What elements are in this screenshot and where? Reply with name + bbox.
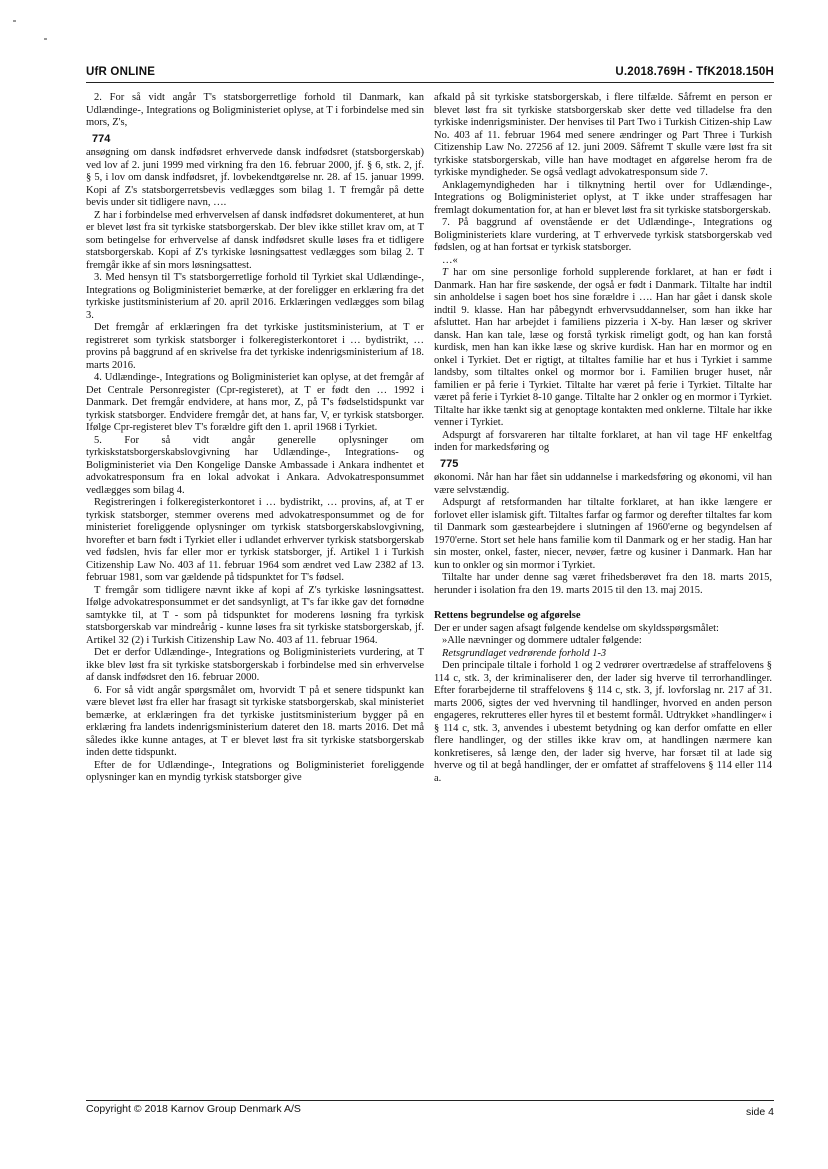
paragraph: Adspurgt af retsformanden har tiltalte forklaret, at han ikke længere er forlovet eller islamisk gift. Tiltaltes farfar og farmor og derefter tiltaltes far kom til Danmark som gæstearbejdere i slutningen af 1960'erne og begyndelsen af 1970'erne. Stort set hele hans familie kom til Danmark og er her stadig. Han har sin moster, onkel, faster, niecer, nevøer, fætre og kusiner i Danmark. Han har kun to onkler og sin mormor i Tyrkiet. (434, 497, 772, 571)
paragraph: 6. For så vidt angår spørgsmålet om, hvorvidt T på et senere tidspunkt kan være blevet løst fra eller har frasagt sit tyrkiske statsborgerskab, skal ministeriet bemærke, at erklæringen fra det tyrkiske justitsministerium bygger på en erklæring fra landets indenrigsministerium dateret den 18. marts 2016. Det må således ikke kunne antages, at T er blevet løst fra sit tyrkiske statsborgerskab inden dette tidspunkt. (86, 684, 424, 758)
paragraph: afkald på sit tyrkiske statsborgerskab, i flere tilfælde. Såfremt en person er blevet løst fra sit tyrkiske statsborgerskab sker dette ved tilladelse fra den tyrkiske indenrigsminister. Der henvises til Part Two i Turkish Citizen-ship Law No. 403 af 11. februar 1964 med senere ændringer og Part Three i Turkish Citizenship Law No. 27256 af 12. juni 2009. Såfremt T skulle være løst fra sit tyrkiske statsborgerskab, ville han have modtaget en afgørelse herom fra de tyrkiske myndigheder. Se også vedlagt advokatresponsum side 7. (434, 92, 772, 178)
paragraph: Tiltalte har under denne sag været frihedsberøvet fra den 18. marts 2015, herunder i isolation fra den 19. marts 2015 til den 13. maj 2015. (434, 572, 772, 596)
paragraph-text: har om sine personlige forhold supplerende forklaret, at han er født i Danmark. Han har fire søskende, der også er født i Danmark. Tiltalte har indtil sin anholdelse i sagen boet hos sine forældre i …. Han har gået i dansk skole indtil 9. klasse. Han har påbegyndt erhvervsuddannelser, som han ikke har afsluttet. Han har arbejdet i familiens pizzeria i X-by. Han læser og skriver dansk. Han kan tale, læse og forstå tyrkisk rimeligt godt, og han kan forstå kurdisk, men han kan ikke læse og skrive kurdisk. Han har en mormor og en onkel i Tyrkiet. Det er rigtigt, at tiltaltes familie har et hus i Tyrkiet i samme landsby, som tiltaltes onkel og mormor bor i. Familien bruger huset, når familien er på ferie i Tyrkiet. Tiltalte har været på ferie i Tyrkiet. Tiltalte har været på ferie i Tyrkiet 8-10 gange. Tiltalte har 2 onkler og en mormor i Tyrkiet. Tiltalte har ikke tænkt sig at genoptage kontakten med onklerne. Tiltale har ikke venner i Tyrkiet. (434, 267, 772, 428)
header-divider (86, 82, 774, 83)
page-marker: 775 (440, 457, 459, 470)
paragraph: T fremgår som tidligere nævnt ikke af kopi af Z's tyrkiske løsningsattest. Ifølge advokatresponsummet er det sandsynligt, at T's far ikke gav det fornødne samtykke til, at T - som på tidspunktet for moderens løsning fra tyrkisk statsborgerskab var mindreårig - kunne løses fra sit tyrkiske statsborgerskab, jf. Artikel 32 (2) i Turkish Citizenship Law No. 403 af 11. februar 1964. (86, 584, 424, 646)
paragraph-end-marker: …« (442, 254, 458, 266)
paragraph: »Alle nævninger og dommere udtaler følgende: (442, 635, 642, 646)
paragraph: Registreringen i folkeregisterkontoret i … bydistrikt, … provins, af, at T er tyrkisk statsborger, stemmer overens med advokatresponsummet og de for ministeriet foreliggende oplysninger om tyrkisk statsborgerskabslovgivning, hvorefter et barn født i Tyrkiet eller i udlandet erhverver tyrkisk statsborgerskab ved fødslen, hvis far eller mor er tyrkisk statsborger, jf. Artikel 1 i Turkish Citizenship Law No. 403 af 11. februar 1964 som ændret ved Law 2382 af 13. februar 1981, som var gældende på tidspunktet for T's fødsel. (86, 497, 424, 583)
paragraph: Anklagemyndigheden har i tilknytning hertil over for Udlændinge-, Integrations og Boligministeriet oplyst, at T ikke under straffesagen har fremlagt dokumentation for, at han er blevet løst fra sit tyrkiske statsborgerskab. (434, 179, 772, 216)
scan-mark (44, 38, 47, 40)
publication-name: UfR ONLINE (86, 66, 156, 78)
paragraph: Z har i forbindelse med erhvervelsen af dansk indfødsret dokumenteret, at hun er blevet løst fra sit tyrkiske statsborgerskab. Der blev ikke stillet krav om, at T som betingelse for erhvervelse af dansk indfødsret skulle løses fra et tidligere statsborgerskab. Kopi af Z's tyrkiske løsningsattest vedlægges som bilag 2. T fremgår ikke af sin mors løsningsattest. (86, 209, 424, 271)
page-number: side 4 (745, 1106, 774, 1118)
paragraph: 4. Udlændinge-, Integrations og Boligministeriet kan oplyse, at det fremgår af Det Centrale Personregister (Cpr-registeret), at T er født den … 1992 i Danmark. Det fremgår endvidere, at hans mor, Z, på T's fødselstidspunkt var tyrkisk statsborger. Endvidere fremgår det, at hans far, V, er tyrkisk statsborger. Ifølge Cpr-registeret blev T's forældre gift den 1. april 1968 i Tyrkiet. (86, 372, 424, 433)
paragraph: ansøgning om dansk indfødsret erhvervede dansk indfødsret (statsborgerskab) ved lov af 2. juni 1999 med virkning fra den 16. februar 2000, jf. § 6, stk. 2, jf. § 5, i lov om dansk indfødsret, jf. lovbekendtgørelse nr. 28. af 15. januar 1999. Kopi af Z's statsborgerretsbevis vedlægges som bilag 1. T fremgår på dette bevis under sit tidligere navn, …. (86, 147, 424, 208)
page-header (86, 62, 774, 82)
paragraph: Der er under sagen afsagt følgende kendelse om skyldsspørgsmålet: (434, 622, 719, 634)
right-column (434, 92, 772, 785)
paragraph: Adspurgt af forsvareren har tiltalte forklaret, at han vil tage HF enkeltfag inden for markedsføring og (434, 429, 772, 453)
paragraph: økonomi. Når han har fået sin uddannelse i markedsføring og økonomi, vil han være selvstændig. (434, 472, 772, 496)
paragraph: 2. For så vidt angår T's statsborgerretlige forhold til Danmark, kan Udlændinge-, Integrations og Boligministeriet oplyse, at T i forbindelse med sin mors, Z's, (86, 92, 424, 128)
paragraph: Den principale tiltale i forhold 1 og 2 vedrører overtrædelse af straffelovens § 114 c, stk. 3, der kriminaliserer den, der lader sig hverve til terrorhandlinger. Efter forarbejderne til straffelovens § 114 c, stk. 3, jf. lovforslag nr. 217 af 31. marts 2006, sigtes der ved hvervning til handlinger, hvorved en anden person engageres, rekrutteres eller hyres til et bestemt formål. Udtrykket »handlinger« i § 114 c, stk. 3, anvendes i ubestemt betydning og kan derfor omfatte en eller flere handlinger, og der stilles ikke krav om, at handlingen nærmere kan konkretiseres, så længe den, der lader sig hverve, har forsæt til at lade sig hverve og til at begå handlinger, der er omfattet af straffelovens § 114 eller 114 a. (434, 660, 772, 784)
subheading: Retsgrundlaget vedrørende forhold 1-3 (442, 647, 607, 659)
paragraph (434, 267, 772, 430)
paragraph: Det er derfor Udlændinge-, Integrations og Boligministeriets vurdering, at T ikke blev løst fra sit tyrkiske statsborgerskab i forbindelse med sin erhvervelse af dansk indfødsret den 16. februar 2000. (86, 647, 424, 683)
paragraph: 7. På baggrund af ovenstående er det Udlændinge-, Integrations og Boligministeriets klare vurdering, at T erhvervede tyrkisk statsborgerskab ved fødslen, og at han fortsat er tyrkisk statsborger. (434, 217, 772, 253)
left-column (86, 92, 424, 785)
copyright-notice: Copyright © 2018 Karnov Group Denmark A/S (86, 1103, 301, 1115)
paragraph: Efter de for Udlændinge-, Integrations og Boligministeriet foreliggende oplysninger kan en myndig tyrkisk statsborger give (86, 759, 424, 783)
paragraph: 3. Med hensyn til T's statsborgerretlige forhold til Tyrkiet skal Udlændinge-, Integrations og Boligministeriet bemærke, at der foreligger en erklæring fra det tyrkiske justitsministerium af 20. april 2016. Erklæringen vedlægges som bilag 3. (86, 272, 424, 321)
scan-mark (13, 20, 16, 22)
initial-letter: T (442, 267, 448, 278)
paragraph: Det fremgår af erklæringen fra det tyrkiske justitsministerium, at T er registreret som tyrkisk statsborger i folkeregisterkontoret i … bydistrikt, … provins på baggrund af en skrivelse fra det tyrkiske indenrigsministerium af 18. marts 2016. (86, 322, 424, 371)
paragraph: 5. For så vidt angår generelle oplysninger om tyrkiskstatsborgerskabslovgivning har Udlændinge-, Integrations- og Boligministeriet via Den Kongelige Danske Ambassade i Ankara indhentet et advokatresponsum fra en lokal advokat i Ankara. Advokatresponsummet vedlægges som bilag 4. (86, 434, 424, 496)
page-marker: 774 (92, 132, 111, 145)
section-heading: Rettens begrundelse og afgørelse (434, 610, 581, 621)
section-spacer (434, 597, 772, 610)
case-reference: U.2018.769H - TfK2018.150H (615, 66, 774, 78)
footer-divider (86, 1100, 774, 1101)
